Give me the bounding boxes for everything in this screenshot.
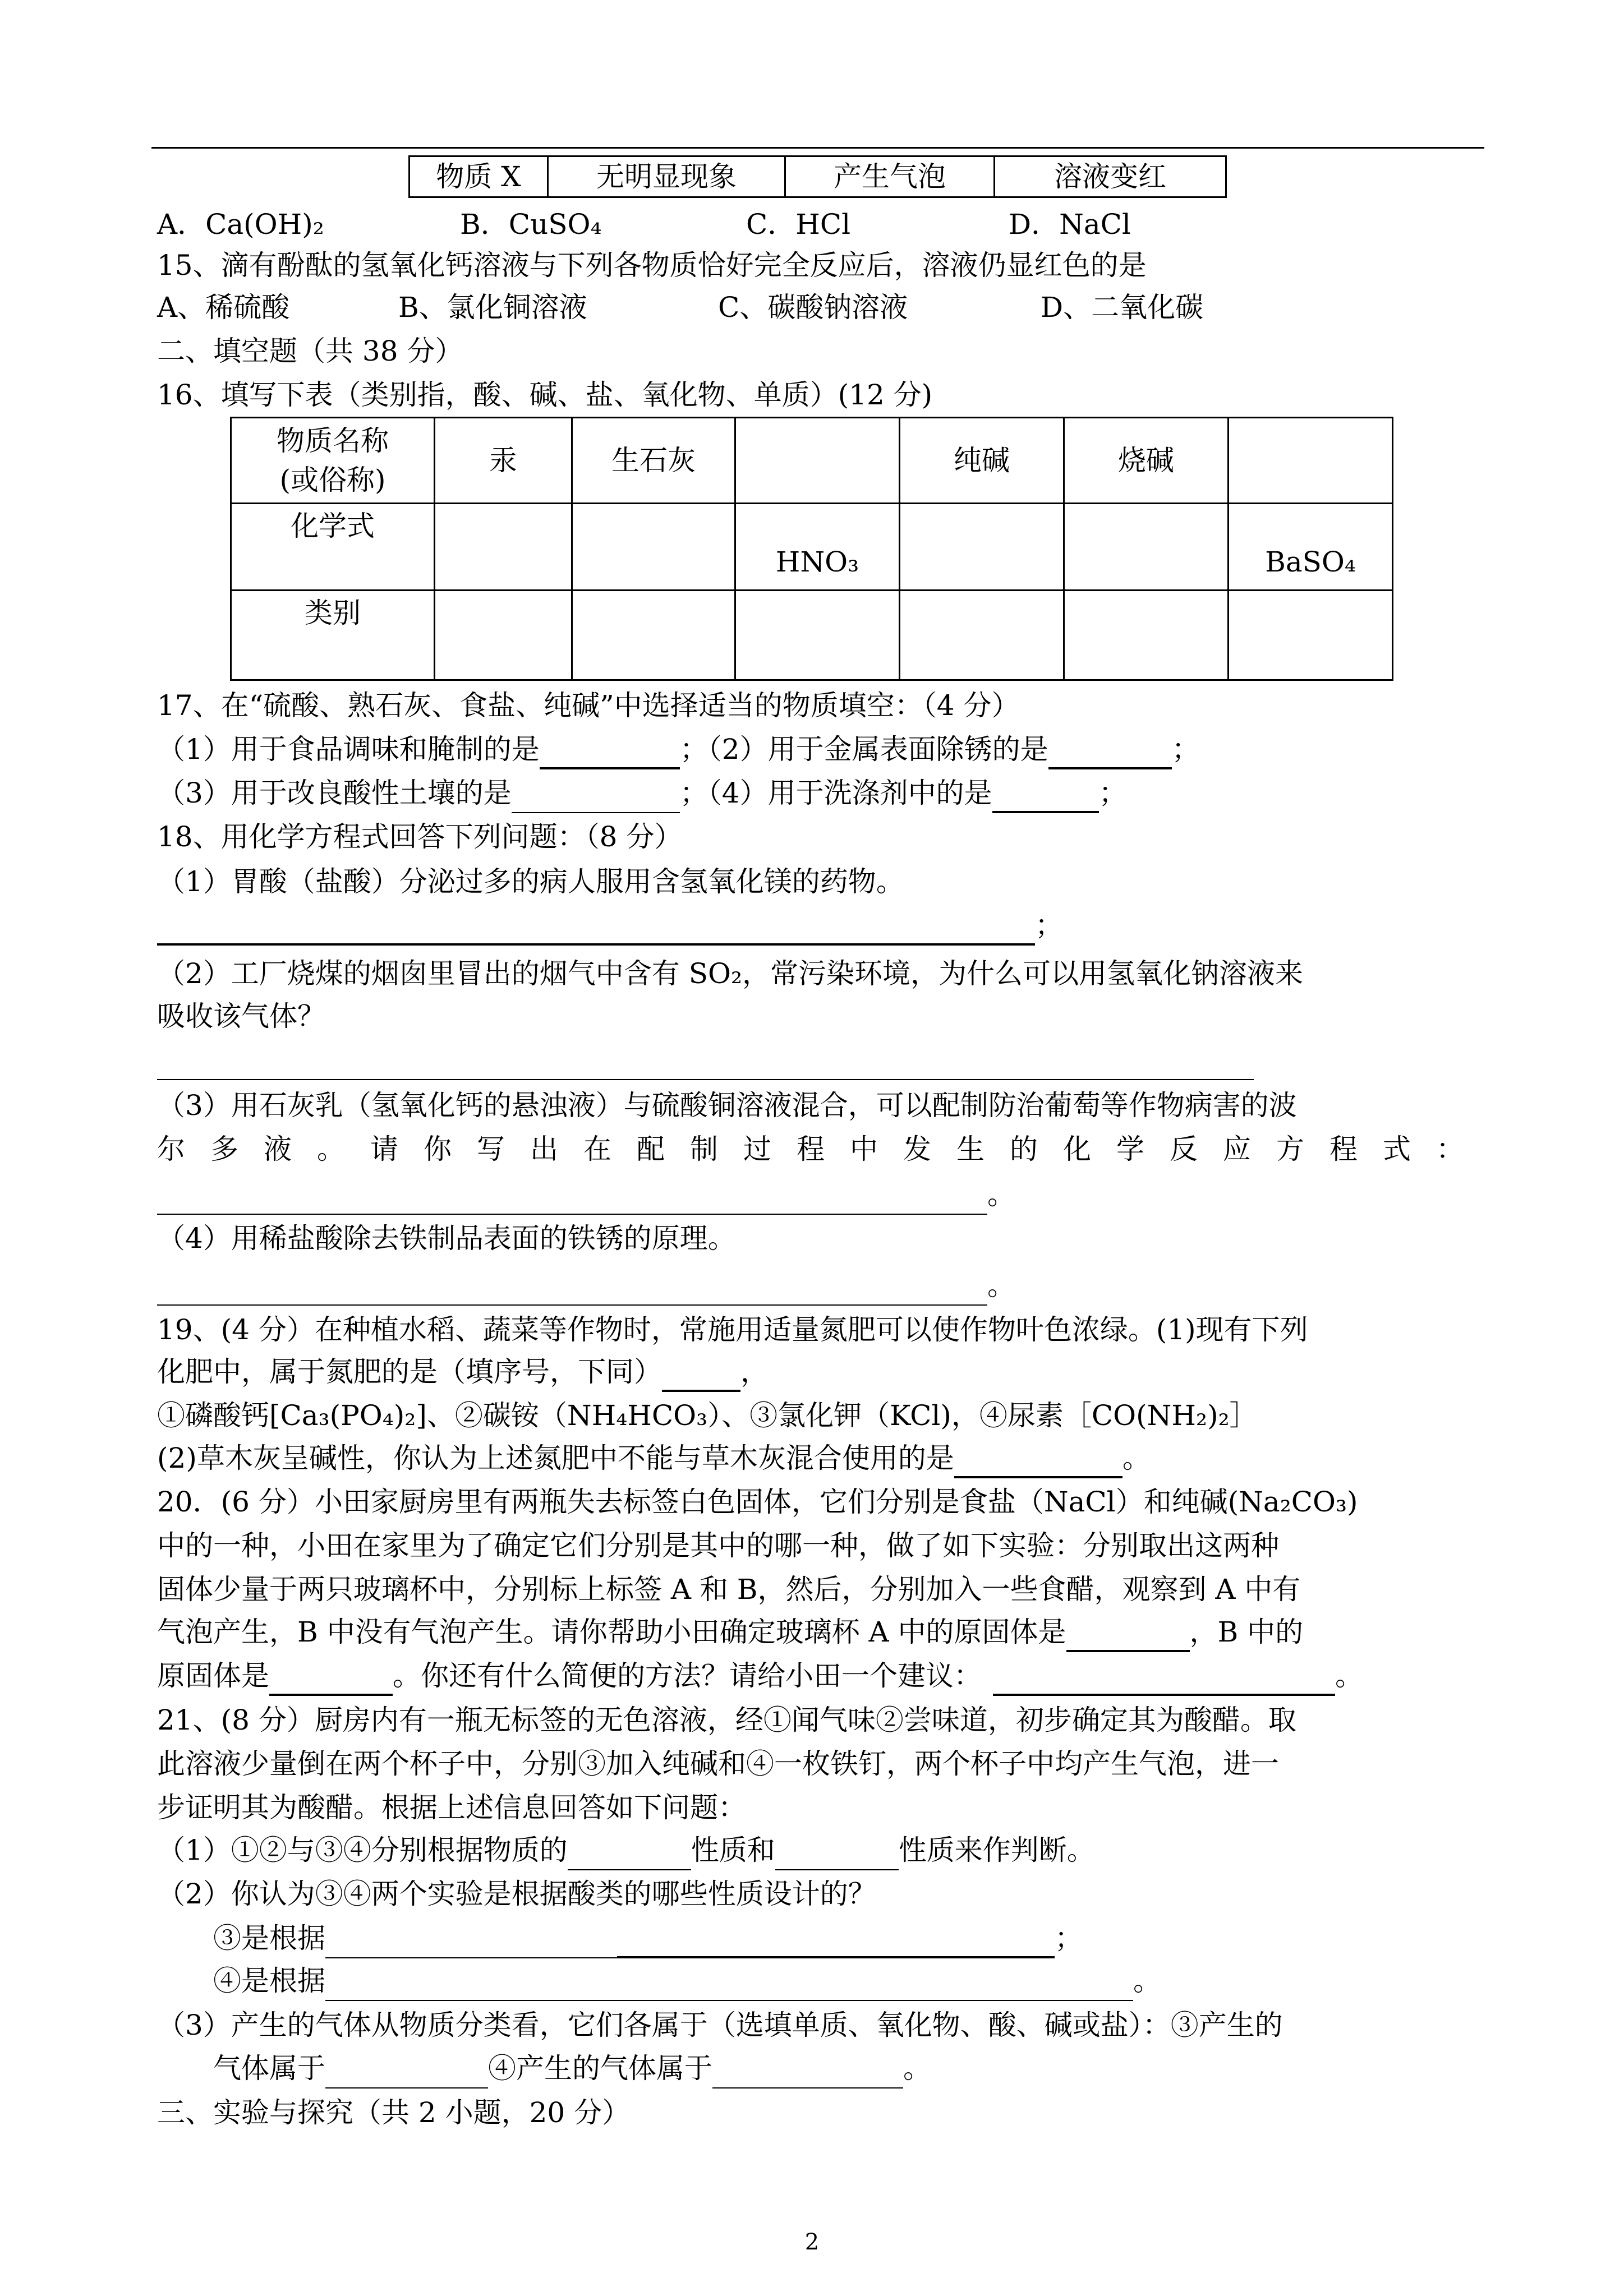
q16-name-cell: 烧碱 (1064, 418, 1229, 504)
answer-blank[interactable] (1048, 735, 1172, 769)
q17-semicolon: ； (1098, 777, 1127, 809)
q20-text: ，B 中的 (1189, 1616, 1304, 1648)
q18-p3b-char: 式 (1383, 1133, 1411, 1165)
q16-formula-cell: BaSO₄ (1229, 504, 1393, 591)
q16-name-cell (1229, 418, 1393, 504)
q18-p3b-char: 尔 (157, 1133, 185, 1165)
answer-blank[interactable] (269, 1661, 393, 1696)
q18-p3b-char: 程 (1329, 1133, 1358, 1165)
q21-text: ； (1055, 1922, 1083, 1954)
q17-text: （1）用于食品调味和腌制的是 (157, 733, 540, 766)
q17-text: ；（2）用于金属表面除锈的是 (679, 733, 1048, 766)
q20-line-1: 20．(6 分）小田家厨房里有两瓶失去标签白色固体，它们分别是食盐（NaCl）和纯碱(Na₂CO₃) (157, 1486, 1358, 1518)
q14-option-b: B．CuSO₄ (460, 208, 602, 241)
q17-text: （3）用于改良酸性土壤的是 (157, 777, 512, 809)
q19-line-2 (157, 1352, 769, 1392)
q16-formula-cell (435, 504, 572, 591)
q18-stem: 18、用化学方程式回答下列问题：（8 分） (157, 820, 683, 853)
q21-line-1: 21、(8 分）厨房内有一瓶无标签的无色溶液，经①闻气味②尝味道，初步确定其为酸醋。取 (157, 1704, 1296, 1736)
answer-blank[interactable] (775, 1837, 899, 1870)
q18-p3b-char: 学 (1116, 1133, 1144, 1165)
q20-text: 气泡产生，B 中没有气泡产生。请你帮助小田确定玻璃杯 A 中的原固体是 (157, 1616, 1066, 1648)
q17-text: ；（4）用于洗涤剂中的是 (679, 777, 992, 809)
answer-blank[interactable] (512, 780, 680, 813)
q19-text: (2)草木灰呈碱性，你认为上述氮肥中不能与草木灰混合使用的是 (157, 1442, 954, 1474)
q18-p3b-char: 程 (797, 1133, 825, 1165)
q20-text: 原固体是 (157, 1659, 269, 1692)
q21-text: ③是根据 (213, 1922, 325, 1954)
q16-formula-cell (1064, 504, 1229, 591)
q18-p3b-char: 应 (1223, 1133, 1251, 1165)
q21-text: ④产生的气体属于 (488, 2052, 712, 2085)
q15-option-b: B、氯化铜溶液 (398, 291, 587, 324)
q21-line-2: 此溶液少量倒在两个杯子中，分别③加入纯碱和④一枚铁钉，两个杯子中均产生气泡，进一 (157, 1748, 1279, 1780)
q14-option-d: D．NaCl (1009, 208, 1131, 241)
q21-text: 气体属于 (213, 2052, 325, 2085)
q18-p3b-char: 液 (264, 1133, 292, 1165)
q18-p3b-char: 发 (903, 1133, 931, 1165)
q21-text: 。 (1133, 1965, 1161, 1997)
q21-text: ④是根据 (213, 1965, 325, 1997)
q21-line-9 (213, 2048, 931, 2088)
q14-table (408, 155, 1227, 198)
q16-formula-cell (572, 504, 735, 591)
q19-line-4 (157, 1438, 1151, 1478)
q18-p3b-char: 在 (583, 1133, 611, 1165)
q16-table (230, 417, 1393, 681)
q16-formula-cell (900, 504, 1064, 591)
q16-row-header: 类别 (231, 591, 435, 680)
q21-text: 性质来作判断。 (898, 1834, 1095, 1866)
q21-line-3: 步证明其为酸醋。根据上述信息回答如下问题： (157, 1791, 746, 1824)
q18-p3b-char: 方 (1276, 1133, 1304, 1165)
q20-line-4 (157, 1612, 1303, 1652)
answer-blank[interactable] (568, 1837, 691, 1870)
q14-option-c: C．HCl (746, 208, 851, 241)
q16-stem: 16、填写下表（类别指，酸、碱、盐、氧化物、单质）(12 分) (157, 379, 933, 411)
q16-name-cell: 纯碱 (900, 418, 1064, 504)
q18-part-1: （1）胃酸（盐酸）分泌过多的病人服用含氢氧化镁的药物。 (157, 865, 904, 898)
q18-part-3a: （3）用石灰乳（氢氧化钙的悬浊液）与硫酸铜溶液混合，可以配制防治葡萄等作物病害的波 (157, 1089, 1297, 1122)
q14-option-a: A．Ca(OH)₂ (157, 208, 324, 241)
q16-row-header: 化学式 (231, 504, 435, 591)
q16-name-cell: 生石灰 (572, 418, 735, 504)
q18-p3b-char: 中 (850, 1133, 878, 1165)
answer-blank[interactable] (712, 2055, 903, 2088)
q18-answer-4 (157, 1265, 1015, 1306)
q20-line-2: 中的一种，小田在家里为了确定它们分别是其中的哪一种，做了如下实验：分别取出这两种 (157, 1529, 1279, 1562)
q17-line-1 (157, 729, 1200, 769)
q21-line-8: （3）产生的气体从物质分类看，它们各属于（选填单质、氧化物、酸、碱或盐）：③产生的 (157, 2009, 1283, 2041)
q19-line-3: ①磷酸钙[Ca₃(PO₄)₂]、②碳铵（NH₄HCO₃）、③氯化钾（KCl)，④尿素［CO(NH₂)₂］ (157, 1399, 1258, 1432)
q18-p3b-char: 过 (743, 1133, 771, 1165)
q16-formula-cell: HNO₃ (735, 504, 900, 591)
q21-text: （1）①②与③④分别根据物质的 (157, 1834, 568, 1866)
q16-header-name: 物质名称 (277, 425, 389, 457)
answer-blank[interactable] (993, 1661, 1335, 1696)
q20-text: 。你还有什么简便的方法？请给小田一个建议： (393, 1659, 982, 1692)
q14-cell: 产生气泡 (785, 156, 995, 197)
q16-category-cell[interactable] (735, 591, 900, 680)
q20-line-3: 固体少量于两只玻璃杯中，分别标上标签 A 和 B，然后，分别加入一些食醋，观察到 A 中有 (157, 1573, 1301, 1606)
q17-semicolon: ； (1171, 733, 1200, 766)
section-2-heading: 二、填空题（共 38 分） (157, 335, 463, 367)
q16-category-cell[interactable] (572, 591, 735, 680)
answer-blank[interactable] (992, 778, 1099, 813)
q15-stem: 15、滴有酚酞的氢氧化钙溶液与下列各物质恰好完全反应后，溶液仍显红色的是 (157, 249, 1147, 282)
q18-p3b-char: 的 (1010, 1133, 1038, 1165)
q18-p3b-char: 反 (1170, 1133, 1198, 1165)
answer-blank[interactable] (157, 1272, 987, 1306)
answer-blank[interactable] (1066, 1617, 1190, 1652)
page-number: 2 (804, 2229, 820, 2255)
answer-blank[interactable] (617, 1924, 1055, 1958)
section-3-heading: 三、实验与探究（共 2 小题，20 分） (157, 2096, 631, 2129)
q19-text: ， (740, 1356, 769, 1388)
q14-cell: 物质 X (410, 156, 548, 197)
answer-blank[interactable] (325, 1925, 617, 1958)
answer-blank[interactable] (157, 911, 1035, 946)
q16-row-header (231, 418, 435, 504)
q16-category-cell[interactable] (900, 591, 1064, 680)
q14-cell: 无明显现象 (548, 156, 785, 197)
q16-header-alias: (或俗称) (279, 464, 386, 496)
q19-line-1: 19、(4 分）在种植水稻、蔬菜等作物时，常施用适量氮肥可以使作物叶色浓绿。(1)现有下列 (157, 1313, 1308, 1346)
q18-semicolon: ； (1035, 909, 1063, 942)
answer-blank[interactable] (540, 735, 680, 769)
q19-text: 。 (1122, 1442, 1151, 1474)
q17-stem: 17、在“硫酸、熟石灰、食盐、纯碱”中选择适当的物质填空：（4 分） (157, 689, 1020, 722)
answer-blank[interactable] (954, 1444, 1122, 1478)
q15-option-c: C、碳酸钠溶液 (718, 291, 908, 324)
q18-p3b-char: 生 (956, 1133, 984, 1165)
q18-answer-2 (157, 1040, 1254, 1080)
q18-answer-1 (157, 905, 1063, 946)
q16-category-cell[interactable] (435, 591, 572, 680)
header-rule (151, 147, 1484, 149)
answer-blank[interactable] (662, 1357, 740, 1392)
q20-text: 。 (1335, 1659, 1363, 1692)
q21-line-7 (213, 1961, 1161, 2001)
q15-option-a: A、稀硫酸 (157, 291, 290, 324)
q18-p3b-char: 多 (210, 1133, 238, 1165)
answer-blank[interactable] (325, 2055, 488, 2088)
q21-line-4 (157, 1830, 1095, 1870)
q18-part-2b: 吸收该气体？ (157, 1000, 325, 1032)
q18-part-4: （4）用稀盐酸除去铁制品表面的铁锈的原理。 (157, 1222, 736, 1255)
q21-line-6 (213, 1918, 1083, 1958)
q18-part-2a: （2）工厂烧煤的烟囱里冒出的烟气中含有 SO₂，常污染环境，为什么可以用氢氧化钠溶液来 (157, 957, 1303, 990)
q18-answer-3 (157, 1174, 1015, 1215)
q18-part-3b (157, 1129, 1464, 1169)
q18-p3b-char: 制 (690, 1133, 718, 1165)
answer-blank[interactable] (157, 1046, 1254, 1080)
q18-p3b-char: 写 (477, 1133, 505, 1165)
q15-options (157, 287, 1204, 328)
q21-text: 性质和 (691, 1834, 775, 1866)
q18-p3b-char: 出 (530, 1133, 558, 1165)
q15-option-d: D、二氧化碳 (1041, 291, 1204, 324)
q18-p3b-char: 配 (637, 1133, 665, 1165)
q17-line-2 (157, 773, 1127, 813)
q18-p3b-char: 你 (424, 1133, 452, 1165)
q18-period: 。 (987, 1178, 1015, 1211)
q16-category-cell[interactable] (1229, 591, 1393, 680)
q21-line-5: （2）你认为③④两个实验是根据酸类的哪些性质设计的？ (157, 1878, 876, 1910)
q14-cell: 溶液变红 (995, 156, 1226, 197)
answer-blank[interactable] (157, 1181, 987, 1215)
q21-text: 。 (903, 2052, 931, 2085)
q18-p3b-char: 。 (317, 1133, 345, 1165)
q16-name-cell (735, 418, 900, 504)
q19-text: 化肥中，属于氮肥的是（填序号，下同） (157, 1356, 662, 1388)
q18-p3b-char: 化 (1063, 1133, 1091, 1165)
q16-category-cell[interactable] (1064, 591, 1229, 680)
q14-options (157, 204, 1131, 245)
q16-name-cell: 汞 (435, 418, 572, 504)
q18-p3b-char: 请 (370, 1133, 398, 1165)
q20-line-5 (157, 1656, 1363, 1696)
answer-blank[interactable] (325, 1967, 1133, 2001)
q18-p3b-char: ： (1436, 1133, 1464, 1165)
q18-period: 。 (987, 1269, 1015, 1302)
